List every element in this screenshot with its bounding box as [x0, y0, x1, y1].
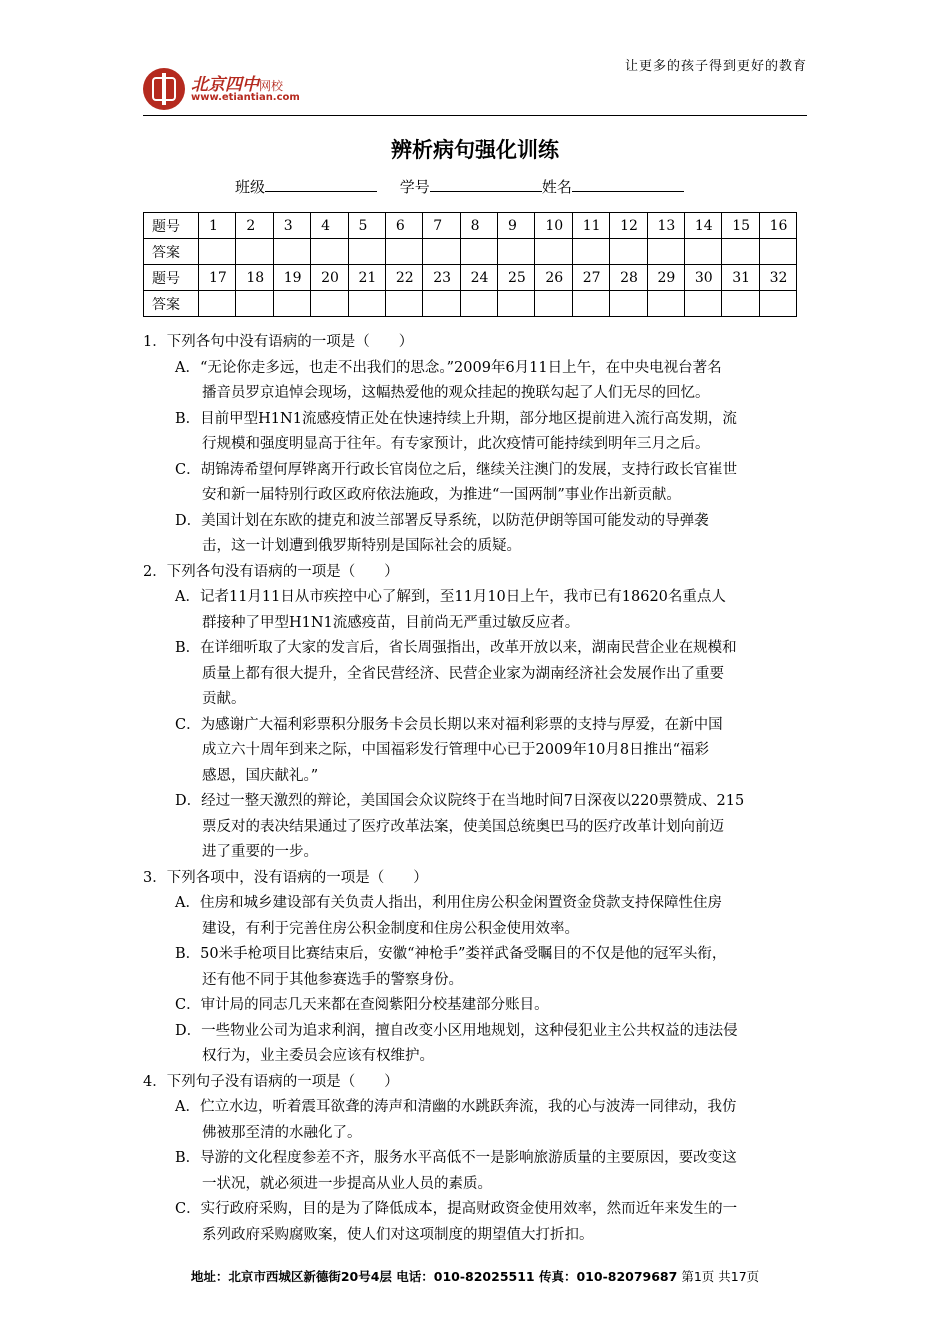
question-number-cell: 7 — [423, 213, 460, 239]
answer-option — [175, 1146, 810, 1197]
question-number-cell: 1 — [199, 213, 236, 239]
question-number-cell: 22 — [385, 265, 422, 291]
option-text-line: 一状况，就必须进一步提高从业人员的素质。 — [202, 1175, 492, 1192]
question-number-cell: 16 — [759, 213, 796, 239]
question-number-label: 题号 — [144, 213, 199, 239]
option-text-line: 成立六十周年到来之际，中国福彩发行管理中心已于2009年10月8日推出“福彩 — [202, 742, 709, 758]
question-number-cell: 29 — [647, 265, 684, 291]
question-number-cell: 4 — [311, 213, 348, 239]
id-blank — [430, 176, 542, 192]
answer-cell[interactable] — [273, 291, 310, 317]
question-number-cell: 15 — [722, 213, 759, 239]
question-number-cell: 24 — [460, 265, 497, 291]
option-text-line: B．在详细听取了大家的发言后，省长周强指出，改革开放以来，湖南民营企业在规模和 — [175, 640, 737, 656]
answer-cell[interactable] — [348, 239, 385, 265]
id-label: 学号 — [399, 178, 430, 196]
answer-cell[interactable] — [423, 291, 460, 317]
question-stem: 2．下列各句没有语病的一项是（ ） — [143, 563, 399, 580]
question-number-cell: 28 — [610, 265, 647, 291]
answer-cell[interactable] — [722, 239, 759, 265]
option-text-line: 还有他不同于其他参赛选手的警察身份。 — [202, 971, 463, 988]
header-slogan: 让更多的孩子得到更好的教育 — [624, 59, 807, 74]
logo-name: 北京四中网校 — [191, 75, 284, 95]
question-number-cell: 3 — [273, 213, 310, 239]
option-text-line: C．为感谢广大福利彩票积分服务卡会员长期以来对福利彩票的支持与厚爱，在新中国 — [175, 716, 723, 733]
answer-cell[interactable] — [273, 239, 310, 265]
answer-option — [175, 1019, 810, 1070]
question-number-cell: 17 — [199, 265, 236, 291]
option-text-line: A．住房和城乡建设部有关负责人指出，利用住房公积金闲置资金贷款支持保障性住房 — [175, 895, 722, 911]
answer-cell[interactable] — [610, 291, 647, 317]
option-text-line: 感恩，国庆献礼。” — [202, 767, 319, 784]
question-number-row — [144, 213, 797, 239]
option-text-line: 质量上都有很大提升，全省民营经济、民营企业家为湖南经济社会发展作出了重要 — [202, 665, 724, 682]
answer-cell[interactable] — [572, 291, 609, 317]
answer-cell[interactable] — [385, 239, 422, 265]
question-number-cell: 5 — [348, 213, 385, 239]
answer-cell[interactable] — [610, 239, 647, 265]
question-number-cell: 9 — [498, 213, 535, 239]
class-label: 班级 — [235, 178, 266, 196]
question-number-cell: 31 — [722, 265, 759, 291]
answer-option — [175, 356, 810, 407]
question-number-cell: 19 — [273, 265, 310, 291]
answer-row — [144, 291, 797, 317]
option-text-line: 安和新一届特别行政区政府依法施政，为推进“一国两制”事业作出新贡献。 — [202, 487, 681, 503]
answer-cell[interactable] — [348, 291, 385, 317]
option-text-line: 建设，有利于完善住房公积金制度和住房公积金使用效率。 — [202, 920, 579, 937]
class-blank — [265, 176, 377, 192]
option-text-line: D．一些物业公司为追求利润，擅自改变小区用地规划，这种侵犯业主公共权益的违法侵 — [175, 1022, 738, 1039]
option-text-line: C．胡锦涛希望何厚铧离开行政长官岗位之后，继续关注澳门的发展，支持行政长官崔世 — [175, 461, 738, 478]
question-stem: 4．下列句子没有语病的一项是（ ） — [143, 1073, 399, 1090]
option-text-line: 权行为，业主委员会应该有权维护。 — [202, 1048, 434, 1064]
answer-option — [175, 891, 810, 942]
name-label: 姓名 — [541, 178, 572, 196]
answer-option — [175, 636, 810, 713]
answer-cell[interactable] — [236, 291, 273, 317]
answer-cell[interactable] — [647, 291, 684, 317]
footer-address: 地址：北京市西城区新德街20号4层 电话：010-82025511 传真：010-82079687 — [190, 1269, 678, 1284]
option-text-line: D．经过一整天激烈的辩论，美国国会众议院终于在当地时间7日深夜以220票赞成、215 — [175, 793, 745, 809]
question-number-cell: 25 — [498, 265, 535, 291]
answer-cell[interactable] — [199, 291, 236, 317]
answer-cell[interactable] — [199, 239, 236, 265]
question-number-cell: 18 — [236, 265, 273, 291]
answer-cell[interactable] — [535, 291, 572, 317]
answer-cell[interactable] — [759, 291, 796, 317]
option-text-line: A．“无论你走多远，也走不出我们的思念。”2009年6月11日上午，在中央电视台著名 — [175, 359, 722, 376]
answer-option — [175, 407, 810, 458]
answer-cell[interactable] — [572, 239, 609, 265]
answer-table — [143, 212, 797, 317]
question-number-label: 题号 — [144, 265, 199, 291]
option-text-line: B．导游的文化程度参差不齐，服务水平高低不一是影响旅游质量的主要原因，要改变这 — [175, 1150, 737, 1166]
answer-label: 答案 — [144, 239, 199, 265]
option-text-line: 击，这一计划遭到俄罗斯特别是国际社会的质疑。 — [202, 538, 521, 554]
option-text-line: B．50米手枪项目比赛结束后，安徽“神枪手”娄祥武备受瞩目的不仅是他的冠军头衔， — [175, 946, 727, 962]
student-info-line — [235, 176, 684, 197]
question-number-cell: 21 — [348, 265, 385, 291]
question-number-cell: 10 — [535, 213, 572, 239]
question-number-cell: 2 — [236, 213, 273, 239]
option-text-line: C．审计局的同志几天来都在查阅紫阳分校基建部分账目。 — [175, 997, 549, 1013]
question-number-cell: 12 — [610, 213, 647, 239]
option-text-line: 播音员罗京追悼会现场，这幅热爱他的观众挂起的挽联勾起了人们无尽的回忆。 — [202, 385, 710, 401]
answer-cell[interactable] — [647, 239, 684, 265]
answer-cell[interactable] — [385, 291, 422, 317]
answer-cell[interactable] — [460, 291, 497, 317]
answer-option — [175, 993, 810, 1019]
question-number-cell: 20 — [311, 265, 348, 291]
answer-cell[interactable] — [535, 239, 572, 265]
option-text-line: B．目前甲型H1N1流感疫情正处在快速持续上升期，部分地区提前进入流行高发期，流 — [175, 410, 737, 427]
question-number-cell: 8 — [460, 213, 497, 239]
header-divider — [143, 115, 807, 116]
answer-cell[interactable] — [684, 239, 721, 265]
school-logo — [143, 68, 313, 113]
answer-cell[interactable] — [423, 239, 460, 265]
question-number-cell: 26 — [535, 265, 572, 291]
question-stem: 1．下列各句中没有语病的一项是（ ） — [143, 334, 414, 350]
answer-cell[interactable] — [498, 291, 535, 317]
logo-emblem-icon — [143, 68, 185, 110]
question-stem: 3．下列各项中，没有语病的一项是（ ） — [143, 869, 428, 886]
answer-cell[interactable] — [684, 291, 721, 317]
option-text-line: A．伫立水边，听着震耳欲聋的涛声和清幽的水跳跃奔流，我的心与波涛一同律动，我仿 — [175, 1099, 737, 1115]
answer-option — [175, 1095, 810, 1146]
question-number-row — [144, 265, 797, 291]
answer-cell[interactable] — [236, 239, 273, 265]
question-number-cell: 13 — [647, 213, 684, 239]
option-text-line: 行规模和强度明显高于往年。有专家预计，此次疫情可能持续到明年三月之后。 — [202, 436, 710, 452]
question-number-cell: 23 — [423, 265, 460, 291]
question-number-cell: 11 — [572, 213, 609, 239]
answer-option — [175, 789, 810, 866]
option-text-line: 群接种了甲型H1N1流感疫苗，目前尚无严重过敏反应者。 — [202, 614, 580, 631]
answer-option — [175, 1197, 810, 1248]
option-text-line: 佛被那至清的水融化了。 — [202, 1124, 362, 1141]
answer-label: 答案 — [144, 291, 199, 317]
answer-option — [175, 458, 810, 509]
option-text-line: 系列政府采购腐败案，使人们对这项制度的期望值大打折扣。 — [202, 1226, 594, 1243]
name-blank — [572, 176, 684, 192]
answer-option — [175, 509, 810, 560]
answer-cell[interactable] — [460, 239, 497, 265]
page-footer — [0, 1267, 950, 1285]
answer-option — [175, 942, 810, 993]
logo-url: www.etiantian.com — [191, 92, 300, 103]
question-number-cell: 27 — [572, 265, 609, 291]
question-number-cell: 14 — [684, 213, 721, 239]
answer-cell[interactable] — [498, 239, 535, 265]
answer-row — [144, 239, 797, 265]
answer-option — [175, 585, 810, 636]
option-text-line: 进了重要的一步。 — [202, 844, 318, 860]
question-number-cell: 6 — [385, 213, 422, 239]
option-text-line: 贡献。 — [202, 691, 246, 707]
option-text-line: D．美国计划在东欧的捷克和波兰部署反导系统，以防范伊朗等国可能发动的导弹袭 — [175, 512, 709, 529]
question-number-cell: 32 — [759, 265, 796, 291]
page-title: 辨析病句强化训练 — [391, 137, 559, 162]
option-text-line: 票反对的表决结果通过了医疗改革法案，使美国总统奥巴马的医疗改革计划向前迈 — [202, 818, 724, 835]
option-text-line: A．记者11月11日从市疾控中心了解到，至11月10日上午，我市已有18620名重点人 — [175, 589, 726, 605]
answer-cell[interactable] — [722, 291, 759, 317]
answer-cell[interactable] — [311, 239, 348, 265]
answer-cell[interactable] — [759, 239, 796, 265]
answer-cell[interactable] — [311, 291, 348, 317]
option-text-line: C．实行政府采购，目的是为了降低成本，提高财政资金使用效率，然而近年来发生的一 — [175, 1201, 738, 1217]
footer-page-number: 第1页 共17页 — [681, 1269, 760, 1284]
question-number-cell: 30 — [684, 265, 721, 291]
answer-option — [175, 713, 810, 790]
question-list — [143, 330, 810, 1248]
